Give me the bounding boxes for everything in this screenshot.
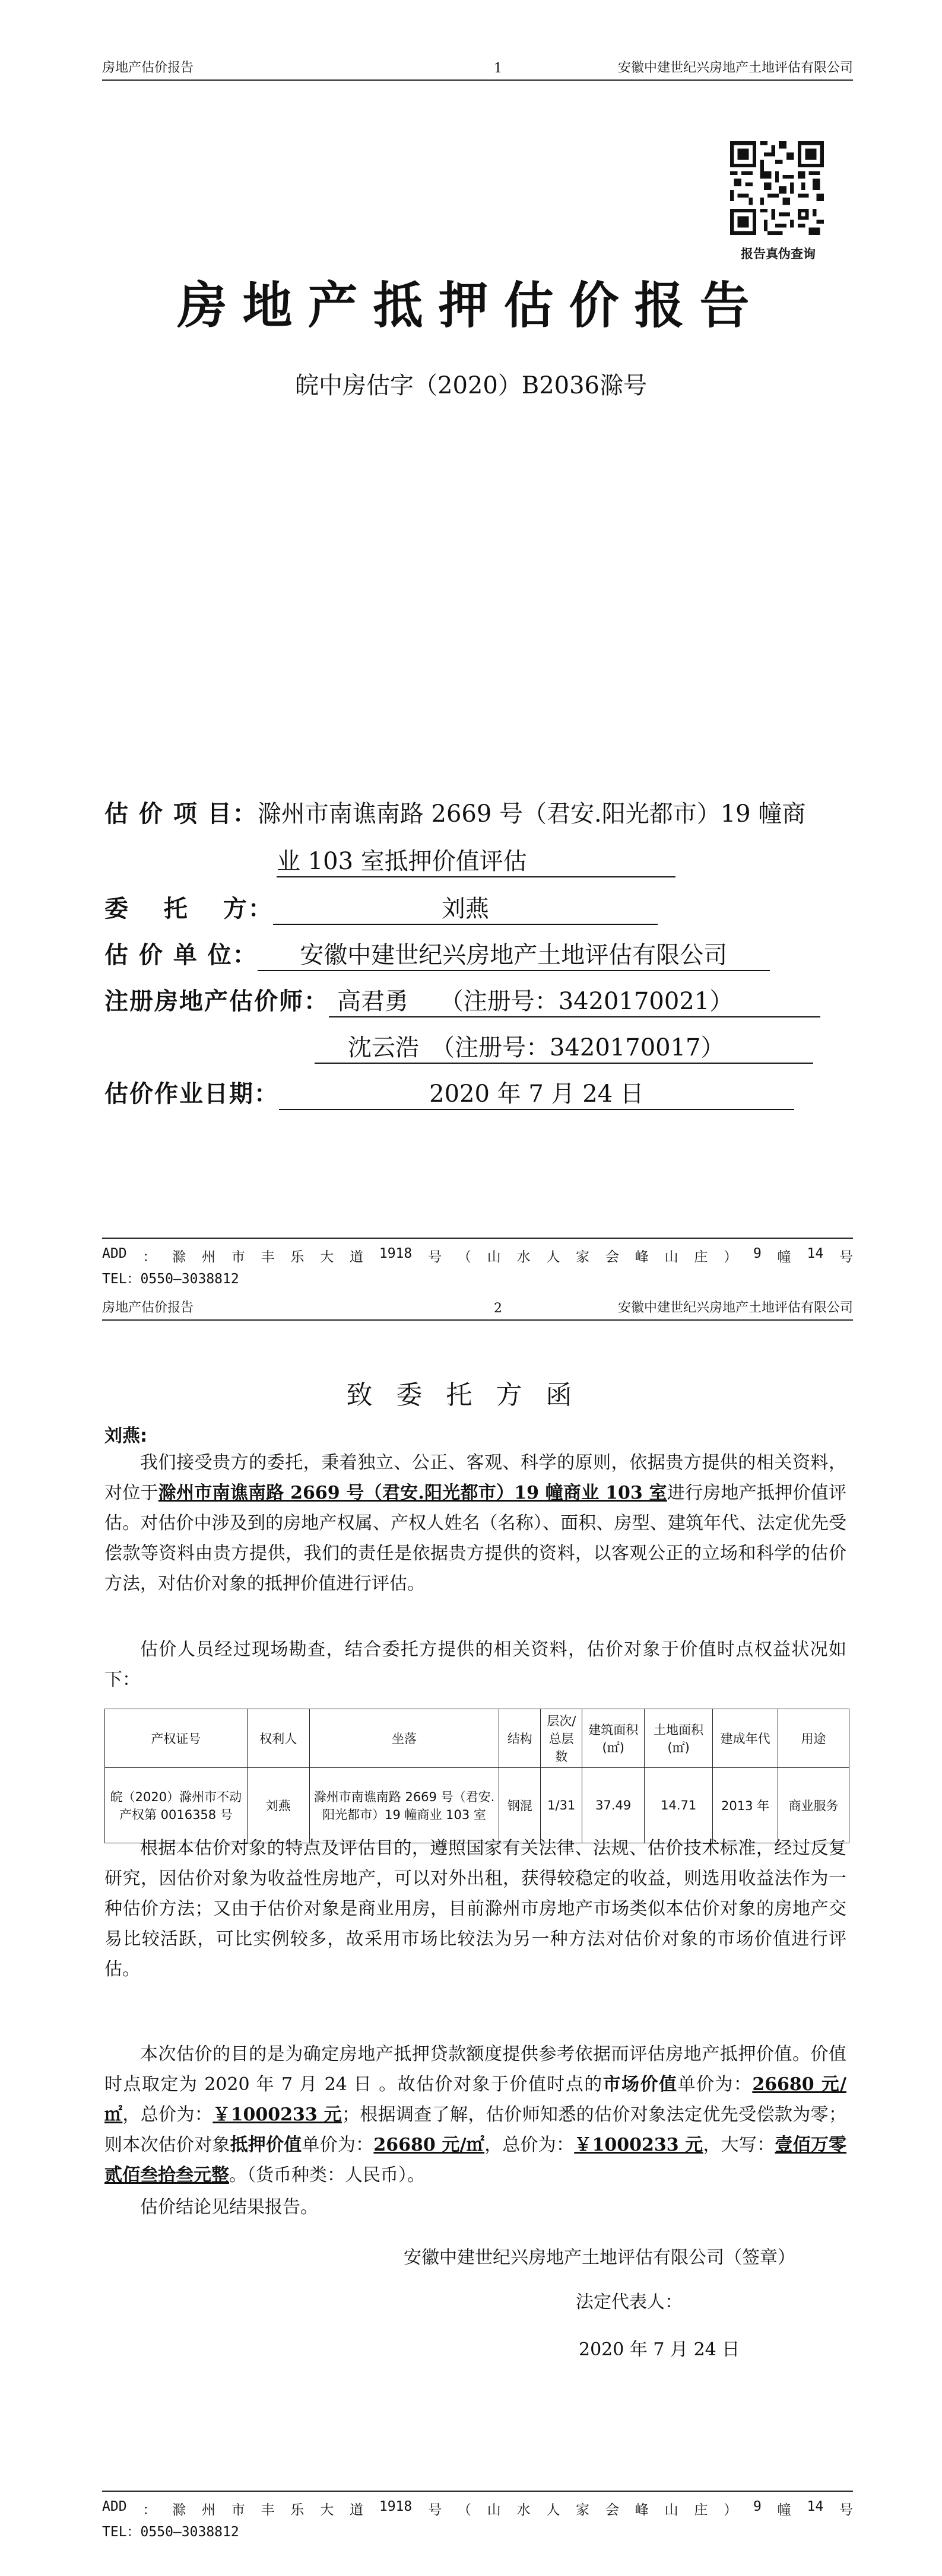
footer-address: ADD ： 滁 州 市 丰 乐 大 道 1918 号 （ 山 水 人 家 会 峰 山 庄 ） 9 幢 14 号 — [102, 2499, 853, 2518]
org-label: 估 价 单 位： — [104, 942, 258, 969]
valuer-row-1 — [104, 982, 820, 1017]
usage: 商业服务 — [778, 1768, 849, 1843]
footer-tel: TEL：0550—3038812 — [102, 2524, 239, 2540]
header-report-type: 房地产估价报告 — [102, 1300, 194, 1315]
structure: 钢混 — [499, 1768, 541, 1843]
owner: 刘燕 — [247, 1768, 309, 1843]
org-row — [104, 936, 770, 971]
client-value: 刘燕 — [273, 890, 658, 925]
mortgage-total-price: ￥1000233 元 — [574, 2135, 703, 2155]
table-row — [105, 1768, 849, 1843]
property-info-table — [104, 1709, 849, 1843]
footer-address: ADD ： 滁 州 市 丰 乐 大 道 1918 号 （ 山 水 人 家 会 峰 山 庄 ） 9 幢 14 号 — [102, 1246, 853, 1265]
valuer-2: 沈云浩 （注册号：3420170017） — [315, 1029, 813, 1064]
date-value: 2020 年 7 月 24 日 — [279, 1075, 794, 1110]
location: 滁州市南谯南路 2669 号（君安.阳光都市）19 幢商业 103 室 — [309, 1768, 499, 1843]
mortgage-unit-price: 26680 元/㎡ — [373, 2135, 485, 2155]
footer-tel: TEL：0550—3038812 — [102, 1271, 239, 1287]
header-company: 安徽中建世纪兴房地产土地评估有限公司 — [617, 61, 853, 75]
build-year: 2013 年 — [713, 1768, 778, 1843]
valuers-label: 注册房地产估价师： — [104, 988, 329, 1015]
letter-page — [0, 1299, 942, 2576]
org-value: 安徽中建世纪兴房地产土地评估有限公司 — [258, 936, 770, 971]
project-row — [104, 795, 805, 829]
qr-verification-label: 报告真伪查询 — [741, 247, 816, 261]
page-footer — [102, 1238, 853, 1287]
client-label: 委 托 方： — [104, 895, 273, 923]
signature-representative: 法定代表人： — [576, 2292, 683, 2313]
paragraph-4: 本次估价的目的是为确定房地产抵押贷款额度提供参考依据而评估房地产抵押价值。价值时点取定为 2020 年 7 月 24 日 。故估价对象于价值时点的市场价值单价为：26680 元/㎡，总价为：￥1000233 元；根据调查了解，估价师知悉的估价对象法定优先受偿款为零；则本次估价对象抵押价值单价为：26680 元/㎡，总价为：￥1000233 元，大写：壹佰万零贰佰叁拾叁元整。（货币种类：人民币）。 — [104, 2044, 847, 2186]
paragraph-5: 估价结论见结果报告。 — [140, 2197, 318, 2218]
paragraph-3: 根据本估价对象的特点及评估目的，遵照国家有关法律、法规、估价技术标准，经过反复研究，因估价对象为收益性房地产，可以对外出租，获得较稳定的收益，则选用收益法作为一种估价方法；又由于估价对象是商业用房，目前滁州市房地产市场类似本估价对象的房地产交易比较活跃，可比实例较多，故采用市场比较法为另一种方法对估价对象的市场价值进行评估。 — [104, 1838, 846, 1980]
signature-company: 安徽中建世纪兴房地产土地评估有限公司（签章） — [404, 2247, 795, 2268]
building-area: 37.49 — [582, 1768, 645, 1843]
header-report-type: 房地产估价报告 — [102, 61, 194, 75]
date-label: 估价作业日期： — [104, 1080, 279, 1108]
report-number: 皖中房估字（2020）B2036滁号 — [295, 372, 647, 399]
land-area: 14.71 — [645, 1768, 713, 1843]
floor: 1/31 — [541, 1768, 582, 1843]
paragraph-1: 我们接受贵方的委托，秉着独立、公正、客观、科学的原则，依据贵方提供的相关资料，对位于滁州市南谯南路 2669 号（君安.阳光都市）19 幢商业 103 室进行房地产抵押价值评估。对估价中涉及到的房地产权属、产权人姓名（名称）、面积、房型、建筑年代、法定优先受偿款等资料由贵方提供，我们的责任是依据贵方提供的资料，以客观公正的立场和科学的估价方法，对估价对象的抵押价值进行评估。 — [104, 1452, 846, 1594]
amount-in-words: 壹佰万零贰佰叁拾叁元整 — [104, 2135, 847, 2186]
letter-title: 致委托方函 — [346, 1380, 596, 1410]
market-unit-price: 26680 元/㎡ — [104, 2074, 846, 2125]
client-row — [104, 890, 658, 925]
header-page-number: 2 — [494, 1301, 502, 1316]
project-row-2 — [277, 842, 675, 877]
page-footer — [102, 2491, 853, 2540]
table-header-row: 产权证号 权利人 坐落 结构 层次/总层数 建筑面积(㎡) 土地面积(㎡) 建成年代 用途 — [105, 1709, 849, 1768]
header-company: 安徽中建世纪兴房地产土地评估有限公司 — [617, 1300, 853, 1315]
project-value-line-1: 滁州市南谯南路 2669 号（君安.阳光都市）19 幢商 — [257, 800, 806, 828]
page-header — [102, 59, 853, 81]
valuer-row-2 — [315, 1029, 813, 1064]
page-header — [102, 1299, 853, 1321]
project-label: 估 价 项 目： — [104, 800, 258, 828]
report-title: 房地产抵押估价报告 — [177, 276, 765, 335]
salutation: 刘燕: — [104, 1426, 147, 1446]
market-total-price: ￥1000233 元 — [212, 2104, 342, 2125]
project-value-line-2: 业 103 室抵押价值评估 — [277, 842, 675, 877]
date-row — [104, 1075, 794, 1110]
cert-number: 皖（2020）滁州市不动产权第 0016358 号 — [105, 1768, 248, 1843]
qr-code-icon[interactable] — [730, 141, 824, 235]
signature-date: 2020 年 7 月 24 日 — [579, 2339, 740, 2360]
property-address: 滁州市南谯南路 2669 号（君安.阳光都市）19 幢商业 103 室 — [158, 1483, 667, 1503]
valuer-1: 高君勇 （注册号：3420170021） — [329, 982, 820, 1017]
header-page-number: 1 — [494, 61, 502, 76]
paragraph-2: 估价人员经过现场勘查，结合委托方提供的相关资料，估价对象于价值时点权益状况如下： — [104, 1639, 846, 1690]
